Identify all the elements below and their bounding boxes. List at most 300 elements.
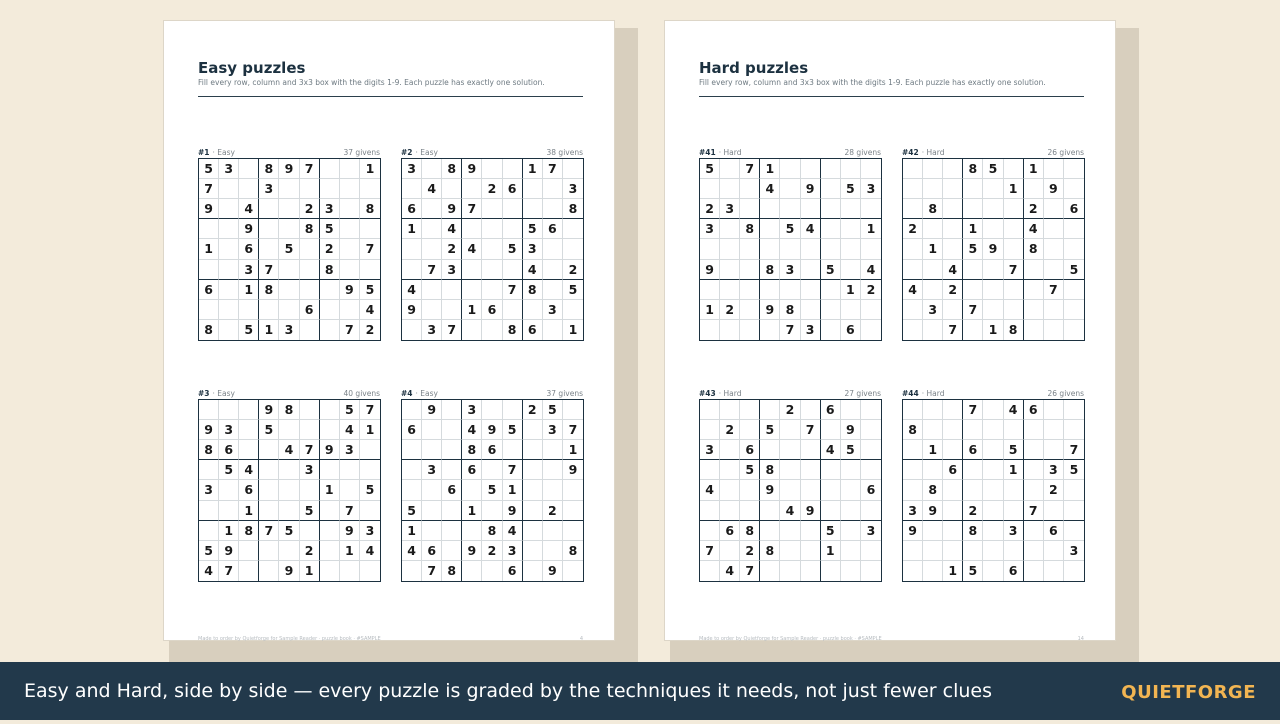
sudoku-cell (903, 260, 923, 280)
sudoku-cell (760, 199, 780, 219)
sudoku-cell (801, 260, 821, 280)
sudoku-cell (720, 460, 740, 480)
sudoku-cell (821, 179, 841, 199)
sudoku-cell (801, 199, 821, 219)
sudoku-cell (1024, 320, 1044, 340)
sudoku-cell (422, 280, 442, 300)
sudoku-cell (442, 460, 462, 480)
sudoku-cell: 5 (740, 460, 760, 480)
sudoku-cell: 5 (503, 420, 523, 440)
sudoku-cell (442, 501, 462, 521)
sudoku-cell (239, 400, 259, 420)
sudoku-cell: 9 (841, 420, 861, 440)
sudoku-cell (402, 400, 422, 420)
sudoku-cell: 9 (543, 561, 563, 581)
sudoku-cell: 2 (300, 199, 320, 219)
sudoku-cell: 3 (442, 260, 462, 280)
puzzle-header (699, 148, 881, 158)
sudoku-cell (1024, 460, 1044, 480)
sudoku-cell: 9 (760, 300, 780, 320)
sudoku-cell: 7 (300, 440, 320, 460)
sudoku-cell (259, 199, 279, 219)
sudoku-cell (1024, 561, 1044, 581)
puzzle-givens-count: 38 givens (546, 148, 583, 157)
sudoku-cell (402, 480, 422, 500)
sudoku-cell (402, 440, 422, 460)
sudoku-cell (943, 501, 963, 521)
sudoku-cell (720, 480, 740, 500)
sudoku-cell (861, 239, 881, 259)
sudoku-cell (700, 239, 720, 259)
sudoku-cell (861, 420, 881, 440)
sudoku-cell: 8 (259, 159, 279, 179)
sudoku-cell (720, 320, 740, 340)
sudoku-cell: 5 (320, 219, 340, 239)
page-footer (699, 636, 1084, 642)
sudoku-cell: 6 (219, 440, 239, 460)
sudoku-cell: 6 (1004, 561, 1024, 581)
sudoku-cell: 9 (340, 521, 360, 541)
sudoku-cell (720, 501, 740, 521)
sudoku-cell (259, 239, 279, 259)
puzzle-number: #2 (401, 148, 413, 157)
sudoku-cell (320, 179, 340, 199)
sudoku-cell (861, 300, 881, 320)
puzzle-header (401, 148, 583, 158)
sudoku-cell (279, 480, 299, 500)
sudoku-cell: 6 (740, 440, 760, 460)
sudoku-cell: 8 (760, 541, 780, 561)
sudoku-cell: 1 (1024, 159, 1044, 179)
sudoku-cell (523, 179, 543, 199)
sudoku-cell (360, 440, 380, 460)
sudoku-cell (442, 280, 462, 300)
puzzle-header (198, 389, 380, 399)
puzzle-difficulty: · Easy (415, 389, 438, 398)
sudoku-cell: 1 (760, 159, 780, 179)
puzzle-header (401, 389, 583, 399)
sudoku-cell: 8 (923, 480, 943, 500)
puzzle-difficulty: · Hard (718, 389, 742, 398)
sudoku-cell: 9 (1044, 179, 1064, 199)
sudoku-cell (340, 219, 360, 239)
sudoku-cell (841, 400, 861, 420)
sudoku-cell (543, 260, 563, 280)
sudoku-cell: 4 (1004, 400, 1024, 420)
sudoku-cell: 7 (503, 280, 523, 300)
sudoku-cell: 1 (402, 521, 422, 541)
sudoku-cell: 5 (340, 400, 360, 420)
sudoku-cell: 4 (760, 179, 780, 199)
sudoku-cell (279, 199, 299, 219)
sudoku-cell (543, 480, 563, 500)
sudoku-cell (963, 460, 983, 480)
sudoku-cell (1064, 280, 1084, 300)
sudoku-cell (1044, 420, 1064, 440)
sudoku-cell (923, 260, 943, 280)
sudoku-cell (219, 300, 239, 320)
sudoku-cell: 6 (1044, 521, 1064, 541)
sudoku-cell (340, 561, 360, 581)
sudoku-cell (720, 260, 740, 280)
sudoku-cell (503, 440, 523, 460)
sudoku-grid (401, 399, 584, 582)
sudoku-cell: 7 (801, 420, 821, 440)
sudoku-cell: 5 (543, 400, 563, 420)
sudoku-cell (700, 501, 720, 521)
sudoku-cell (821, 480, 841, 500)
sudoku-cell (523, 420, 543, 440)
sudoku-cell (340, 260, 360, 280)
sudoku-cell: 7 (360, 400, 380, 420)
sudoku-cell (239, 159, 259, 179)
sudoku-cell: 6 (462, 460, 482, 480)
sudoku-cell (279, 260, 299, 280)
sudoku-cell: 1 (402, 219, 422, 239)
sudoku-cell: 3 (801, 320, 821, 340)
sudoku-cell: 8 (259, 280, 279, 300)
sudoku-cell (780, 460, 800, 480)
sudoku-cell: 8 (780, 300, 800, 320)
sudoku-cell: 5 (279, 239, 299, 259)
title-divider (198, 96, 583, 97)
sudoku-cell: 6 (442, 480, 462, 500)
sudoku-cell (943, 400, 963, 420)
sudoku-cell: 6 (239, 239, 259, 259)
sudoku-cell (219, 400, 239, 420)
sudoku-cell (543, 239, 563, 259)
sudoku-cell (861, 460, 881, 480)
sudoku-cell (442, 400, 462, 420)
sudoku-cell: 9 (462, 159, 482, 179)
sudoku-cell (963, 480, 983, 500)
sudoku-cell: 8 (1004, 320, 1024, 340)
sudoku-cell (503, 159, 523, 179)
sudoku-cell (700, 561, 720, 581)
sudoku-cell: 3 (503, 541, 523, 561)
caption-bar (0, 662, 1280, 720)
sudoku-cell (300, 280, 320, 300)
sudoku-cell (503, 400, 523, 420)
sudoku-cell (841, 260, 861, 280)
sudoku-cell (841, 159, 861, 179)
sudoku-cell: 3 (543, 300, 563, 320)
sudoku-cell (1044, 400, 1064, 420)
sudoku-cell (801, 460, 821, 480)
sudoku-cell: 5 (1004, 440, 1024, 460)
sudoku-cell (563, 480, 583, 500)
sudoku-cell (279, 420, 299, 440)
sudoku-cell: 2 (720, 300, 740, 320)
sudoku-cell (700, 320, 720, 340)
sudoku-cell (340, 460, 360, 480)
sudoku-cell (923, 320, 943, 340)
sudoku-cell (801, 561, 821, 581)
sudoku-cell (963, 199, 983, 219)
puzzle-givens-count: 40 givens (343, 389, 380, 398)
title-divider (699, 96, 1084, 97)
sudoku-cell: 9 (402, 300, 422, 320)
sudoku-cell (543, 320, 563, 340)
sudoku-cell (1064, 521, 1084, 541)
sudoku-cell (239, 541, 259, 561)
sudoku-cell: 1 (259, 320, 279, 340)
sudoku-cell: 6 (1024, 400, 1044, 420)
puzzle-difficulty: · Easy (212, 148, 235, 157)
sudoku-cell (780, 179, 800, 199)
sudoku-cell: 5 (279, 521, 299, 541)
sudoku-cell: 9 (760, 480, 780, 500)
puzzle-difficulty: · Hard (718, 148, 742, 157)
sudoku-cell: 3 (219, 420, 239, 440)
sudoku-cell (320, 460, 340, 480)
sudoku-cell: 9 (442, 199, 462, 219)
sudoku-cell (300, 521, 320, 541)
footer-text: Made to order by Quietforge for Sample Reader · puzzle book · #SAMPLE (699, 636, 882, 642)
sudoku-cell (279, 460, 299, 480)
sudoku-cell (1004, 219, 1024, 239)
sudoku-cell (340, 199, 360, 219)
sudoku-cell: 7 (300, 159, 320, 179)
sudoku-cell (422, 300, 442, 320)
sudoku-cell: 8 (320, 260, 340, 280)
sudoku-cell (963, 420, 983, 440)
sudoku-cell (801, 521, 821, 541)
brand-logo: QUIETFORGE (1121, 682, 1256, 703)
sudoku-cell (543, 460, 563, 480)
sudoku-cell: 4 (360, 541, 380, 561)
sudoku-cell (199, 400, 219, 420)
sudoku-cell: 4 (700, 480, 720, 500)
sudoku-cell: 3 (1064, 541, 1084, 561)
sudoku-cell (801, 400, 821, 420)
sudoku-cell: 4 (239, 199, 259, 219)
sudoku-cell (259, 300, 279, 320)
sudoku-cell (780, 480, 800, 500)
sudoku-cell: 9 (462, 541, 482, 561)
sudoku-cell: 2 (720, 420, 740, 440)
sudoku-cell (279, 179, 299, 199)
sudoku-cell: 6 (482, 300, 502, 320)
sudoku-cell (740, 179, 760, 199)
sudoku-cell: 6 (402, 420, 422, 440)
sudoku-cell (442, 420, 462, 440)
puzzle-difficulty: · Hard (921, 389, 945, 398)
sudoku-cell (720, 219, 740, 239)
sudoku-cell (503, 300, 523, 320)
sudoku-cell: 8 (442, 561, 462, 581)
sudoku-cell: 4 (340, 420, 360, 440)
sudoku-cell: 8 (482, 521, 502, 541)
sudoku-cell (279, 219, 299, 239)
page-number: 14 (1077, 636, 1084, 642)
sudoku-cell: 5 (700, 159, 720, 179)
sudoku-cell: 8 (199, 320, 219, 340)
sudoku-cell (983, 521, 1003, 541)
sudoku-cell (543, 280, 563, 300)
sudoku-cell (1044, 219, 1064, 239)
sudoku-cell (320, 420, 340, 440)
sudoku-cell: 3 (861, 179, 881, 199)
sudoku-cell (279, 541, 299, 561)
sudoku-cell: 5 (821, 521, 841, 541)
sudoku-cell: 2 (700, 199, 720, 219)
sudoku-cell (983, 300, 1003, 320)
sudoku-cell: 9 (259, 400, 279, 420)
sudoku-cell: 8 (523, 280, 543, 300)
sudoku-cell (1004, 480, 1024, 500)
sudoku-cell (1004, 541, 1024, 561)
sudoku-cell (482, 400, 502, 420)
sudoku-cell: 1 (841, 280, 861, 300)
sudoku-cell (983, 199, 1003, 219)
sudoku-cell (482, 460, 502, 480)
sudoku-cell (861, 541, 881, 561)
sudoku-cell: 7 (1044, 280, 1064, 300)
sudoku-cell (462, 561, 482, 581)
footer-text: Made to order by Quietforge for Sample Reader · puzzle book · #SAMPLE (198, 636, 381, 642)
easy-puzzles-page (163, 20, 615, 641)
sudoku-cell (841, 501, 861, 521)
sudoku-cell (503, 199, 523, 219)
sudoku-cell: 9 (503, 501, 523, 521)
sudoku-cell (1004, 420, 1024, 440)
sudoku-cell (422, 219, 442, 239)
sudoku-cell (340, 179, 360, 199)
puzzle-givens-count: 26 givens (1047, 389, 1084, 398)
sudoku-cell (841, 561, 861, 581)
sudoku-cell (563, 561, 583, 581)
sudoku-cell: 5 (963, 239, 983, 259)
sudoku-cell (841, 239, 861, 259)
page-number: 4 (579, 636, 583, 642)
sudoku-cell (279, 280, 299, 300)
sudoku-cell (1024, 521, 1044, 541)
hard-puzzles-page (664, 20, 1116, 641)
sudoku-cell: 4 (462, 420, 482, 440)
sudoku-cell: 6 (503, 561, 523, 581)
sudoku-cell: 1 (1004, 460, 1024, 480)
sudoku-cell (983, 561, 1003, 581)
puzzle-number: #1 (198, 148, 210, 157)
sudoku-cell: 4 (360, 300, 380, 320)
sudoku-cell: 3 (300, 460, 320, 480)
sudoku-cell: 6 (943, 460, 963, 480)
sudoku-cell (861, 320, 881, 340)
sudoku-cell: 1 (199, 239, 219, 259)
sudoku-cell (300, 179, 320, 199)
sudoku-cell (983, 420, 1003, 440)
sudoku-cell: 2 (780, 400, 800, 420)
sudoku-cell: 2 (300, 541, 320, 561)
sudoku-cell (923, 400, 943, 420)
puzzle-givens-count: 37 givens (343, 148, 380, 157)
sudoku-cell: 8 (903, 420, 923, 440)
sudoku-cell (1024, 260, 1044, 280)
sudoku-cell: 7 (422, 561, 442, 581)
sudoku-cell: 7 (259, 521, 279, 541)
sudoku-cell: 1 (219, 521, 239, 541)
sudoku-cell (1044, 199, 1064, 219)
sudoku-cell (259, 480, 279, 500)
sudoku-cell (219, 260, 239, 280)
sudoku-cell (1004, 300, 1024, 320)
sudoku-cell (300, 420, 320, 440)
sudoku-cell (903, 239, 923, 259)
sudoku-cell (422, 199, 442, 219)
sudoku-cell (320, 521, 340, 541)
sudoku-cell (422, 239, 442, 259)
sudoku-cell (720, 179, 740, 199)
sudoku-cell: 2 (1044, 480, 1064, 500)
sudoku-cell: 9 (923, 501, 943, 521)
sudoku-cell: 8 (1024, 239, 1044, 259)
sudoku-cell (563, 400, 583, 420)
sudoku-cell: 4 (402, 280, 422, 300)
sudoku-cell: 3 (1044, 460, 1064, 480)
sudoku-cell (740, 239, 760, 259)
sudoku-cell (1064, 501, 1084, 521)
sudoku-cell (700, 460, 720, 480)
sudoku-cell (760, 219, 780, 239)
sudoku-cell: 4 (801, 219, 821, 239)
sudoku-cell (422, 420, 442, 440)
sudoku-cell (700, 179, 720, 199)
sudoku-cell (1004, 239, 1024, 259)
sudoku-grid (699, 158, 882, 341)
sudoku-cell: 1 (320, 480, 340, 500)
sudoku-cell (760, 440, 780, 460)
sudoku-cell (482, 260, 502, 280)
sudoku-cell: 1 (300, 561, 320, 581)
puzzle-header (902, 148, 1084, 158)
sudoku-cell: 7 (199, 179, 219, 199)
sudoku-cell (923, 541, 943, 561)
sudoku-cell: 5 (360, 480, 380, 500)
sudoku-cell (983, 219, 1003, 239)
sudoku-cell: 9 (320, 440, 340, 460)
caption-text: Easy and Hard, side by side — every puzzle is graded by the techniques it needs, not just fewer clues (24, 680, 992, 702)
sudoku-cell: 5 (300, 501, 320, 521)
sudoku-cell: 5 (841, 440, 861, 460)
sudoku-cell (300, 260, 320, 280)
sudoku-cell: 7 (740, 159, 760, 179)
sudoku-cell (1004, 501, 1024, 521)
sudoku-cell (1064, 239, 1084, 259)
puzzle-header (198, 148, 380, 158)
sudoku-cell (780, 159, 800, 179)
sudoku-cell (259, 501, 279, 521)
sudoku-cell: 4 (780, 501, 800, 521)
sudoku-cell (1064, 480, 1084, 500)
sudoku-cell (563, 159, 583, 179)
sudoku-cell: 7 (1004, 260, 1024, 280)
sudoku-cell: 1 (700, 300, 720, 320)
sudoku-cell: 1 (462, 300, 482, 320)
sudoku-grid (902, 399, 1085, 582)
sudoku-cell: 2 (963, 501, 983, 521)
puzzle-header (699, 389, 881, 399)
sudoku-cell: 4 (503, 521, 523, 541)
sudoku-cell (740, 320, 760, 340)
sudoku-cell (462, 320, 482, 340)
sudoku-cell: 1 (360, 420, 380, 440)
sudoku-cell (1024, 440, 1044, 460)
sudoku-cell: 6 (821, 400, 841, 420)
sudoku-cell: 4 (422, 179, 442, 199)
sudoku-cell: 5 (963, 561, 983, 581)
sudoku-grid (198, 399, 381, 582)
